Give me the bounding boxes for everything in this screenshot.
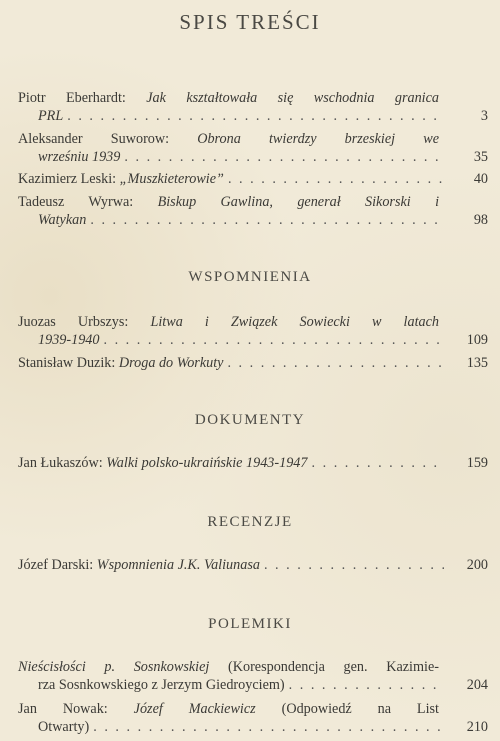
article-title: Nieścisłości p. Sosnkowskiej	[18, 659, 210, 675]
page-number: 210	[466, 719, 488, 735]
article-title: Wspomnienia J.K. Valiunasa	[96, 557, 260, 573]
article-title-cont: PRL	[38, 108, 64, 124]
author: Kazimierz Leski:	[18, 171, 117, 187]
leader-dots	[93, 718, 444, 736]
page-number: 135	[466, 355, 488, 371]
section-heading-dokumenty: DOKUMENTY	[194, 412, 306, 428]
article-note-cont: Otwarty)	[38, 719, 90, 735]
section-heading-recenzje: RECENZJE	[207, 514, 293, 530]
toc-entry-line	[18, 454, 488, 472]
article-title: Obrona twierdzy brzeskiej we	[197, 131, 439, 147]
article-title: Walki polsko-ukraińskie 1943-1947	[106, 455, 308, 471]
toc-entry[interactable]	[18, 658, 488, 694]
toc-entry[interactable]	[18, 313, 488, 349]
page-number: 204	[466, 677, 488, 693]
author: Jan Nowak:	[18, 701, 108, 717]
toc-entry-line	[18, 718, 488, 736]
author: Józef Darski:	[18, 557, 94, 573]
page-number: 200	[466, 557, 488, 573]
toc-entry-line	[18, 331, 488, 349]
page-number: 109	[466, 332, 488, 348]
author: Jan Łukaszów:	[18, 455, 103, 471]
article-title: Biskup Gawlina, generał Sikorski i	[157, 194, 440, 210]
article-note: (Odpowiedź na List	[281, 701, 439, 717]
leader-dots	[227, 354, 444, 372]
leader-dots	[264, 556, 444, 574]
toc-entry[interactable]	[18, 130, 488, 166]
section-heading-polemiki: POLEMIKI	[208, 616, 292, 632]
leader-dots	[228, 170, 444, 188]
page-number: 3	[480, 108, 488, 124]
toc-entry-line	[18, 676, 488, 694]
article-note: (Korespondencja gen. Kazimie-	[228, 659, 439, 675]
toc-entry-line	[18, 211, 488, 229]
author: Tadeusz Wyrwa:	[18, 194, 134, 210]
author: Aleksander Suworow:	[18, 131, 170, 147]
toc-entry-line	[18, 89, 439, 107]
toc-entry-line	[18, 313, 439, 331]
page-number: 98	[473, 212, 488, 228]
page-title: SPIS TREŚCI	[179, 10, 321, 34]
toc-entry[interactable]	[18, 556, 488, 574]
toc-entry-line	[18, 130, 439, 148]
leader-dots	[124, 148, 444, 166]
toc-entry[interactable]	[18, 354, 488, 372]
article-title: Jak kształtowała się wschodnia granica	[146, 90, 440, 106]
leader-dots	[103, 331, 444, 349]
leader-dots	[312, 454, 445, 472]
article-note-cont: rza Sosnkowskiego z Jerzym Giedroyciem)	[38, 677, 285, 693]
toc-entry-line	[18, 193, 439, 211]
page-number: 40	[473, 171, 488, 187]
article-title-cont: Watykan	[38, 212, 87, 228]
article-title-cont: 1939-1940	[38, 332, 100, 348]
page-number: 159	[466, 455, 488, 471]
toc-entry-line	[18, 354, 488, 372]
page-number: 35	[473, 149, 488, 165]
article-title: Józef Mackiewicz	[133, 701, 256, 717]
article-title: Droga do Workuty	[118, 355, 224, 371]
toc-entry[interactable]	[18, 193, 488, 229]
toc-entry-line	[18, 107, 488, 125]
toc-entry-line	[18, 556, 488, 574]
toc-entry[interactable]	[18, 89, 488, 125]
leader-dots	[289, 676, 444, 694]
author: Juozas Urbszys:	[18, 314, 129, 330]
author: Piotr Eberhardt:	[18, 90, 126, 106]
toc-entry[interactable]	[18, 454, 488, 472]
article-title-cont: wrześniu 1939	[38, 149, 121, 165]
article-title: Litwa i Związek Sowiecki w latach	[150, 314, 440, 330]
toc-entry-line	[18, 658, 439, 676]
toc-entry-line	[18, 170, 488, 188]
toc-entry[interactable]	[18, 700, 488, 736]
article-title: „Muszkieterowie”	[119, 171, 224, 187]
leader-dots	[67, 107, 444, 125]
toc-entry-line	[18, 700, 439, 718]
toc-entry[interactable]	[18, 170, 488, 188]
section-heading-wspomnienia: WSPOMNIENIA	[188, 269, 312, 285]
toc-entry-line	[18, 148, 488, 166]
leader-dots	[90, 211, 444, 229]
author: Stanisław Duzik:	[18, 355, 116, 371]
